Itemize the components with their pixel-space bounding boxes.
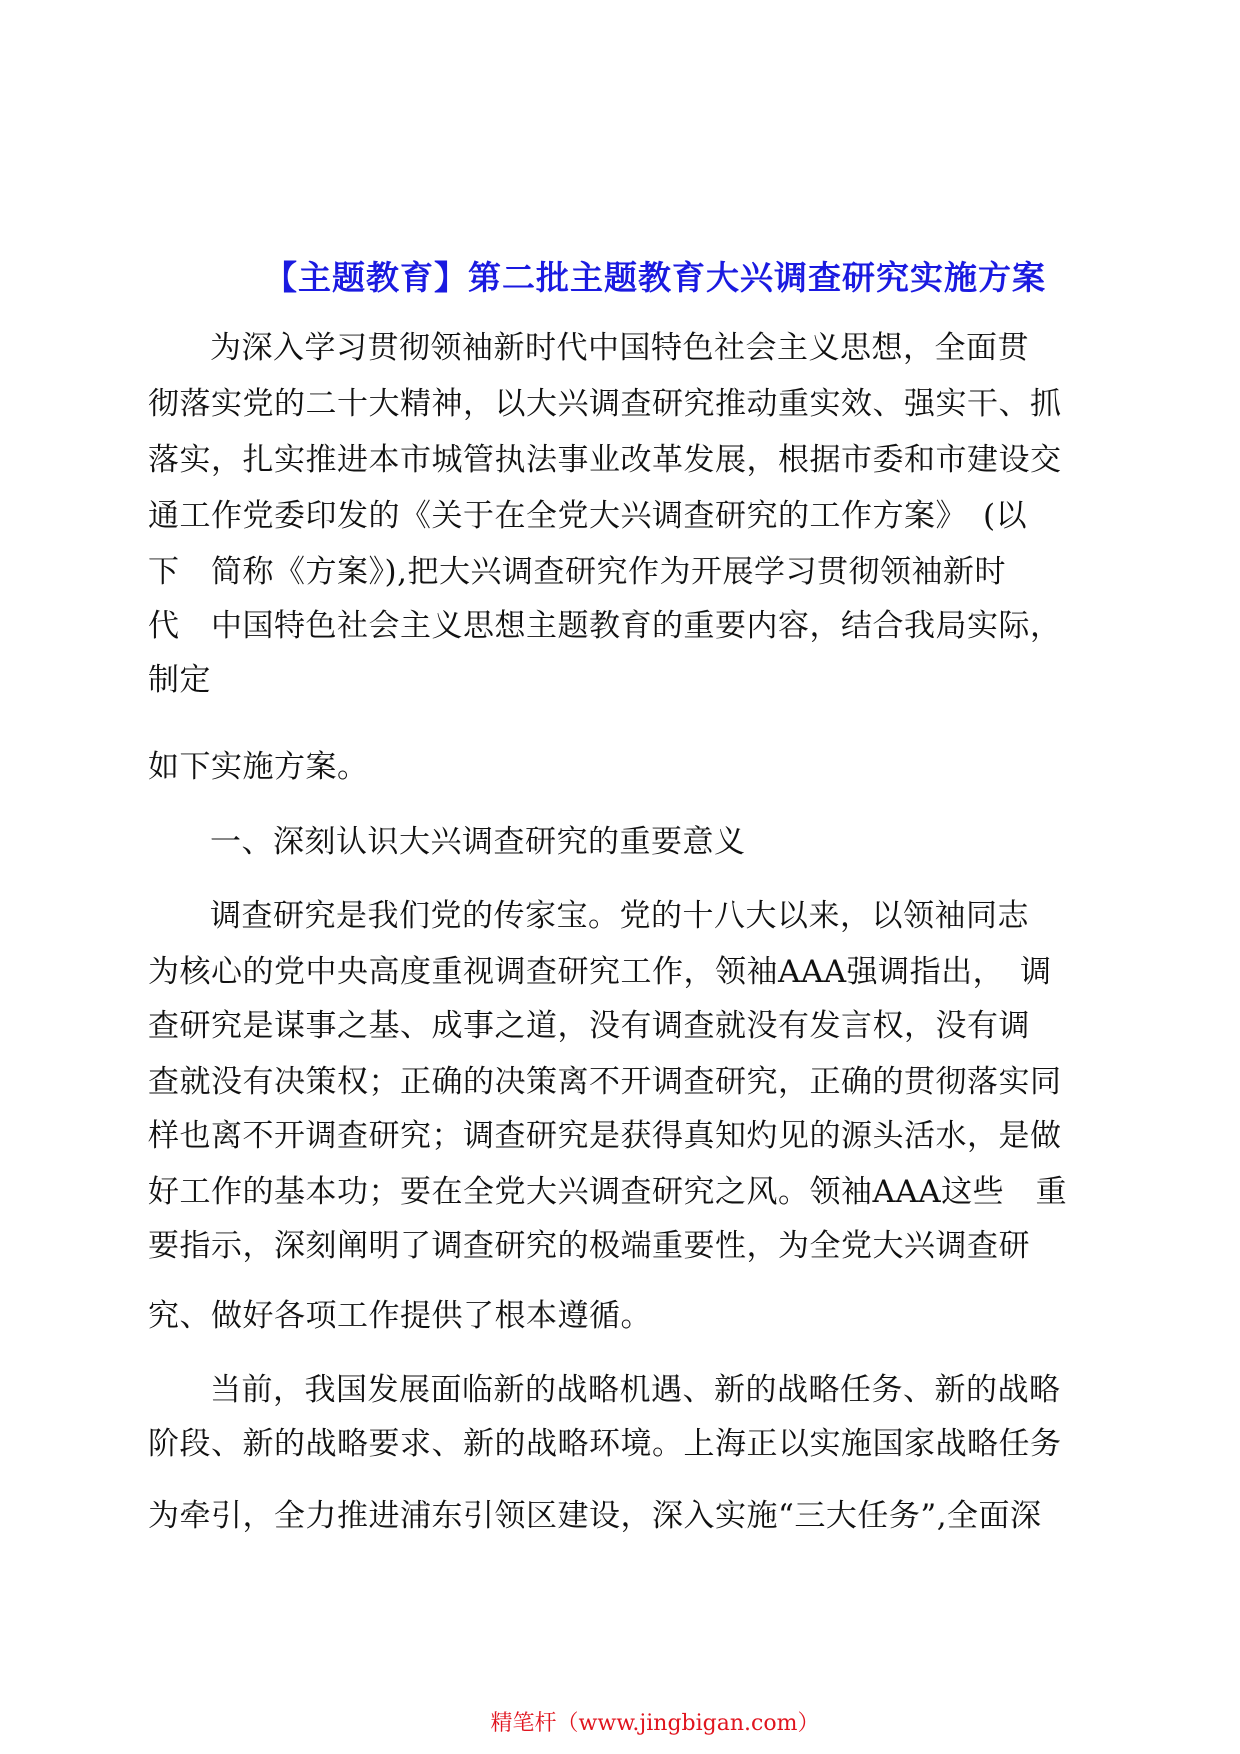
paragraph-line: 样也离不开调查研究；调查研究是获得真知灼见的源头活水，是做 [148, 1118, 1062, 1154]
paragraph-line: 好工作的基本功；要在全党大兴调查研究之风。领袖AAA这些 重 [148, 1174, 1068, 1210]
paragraph-line: 如下实施方案。 [148, 749, 369, 785]
paragraph-line: 代 中国特色社会主义思想主题教育的重要内容，结合我局实际， [148, 608, 1062, 644]
paragraph-line: 当前，我国发展面临新的战略机遇、新的战略任务、新的战略 [210, 1372, 1061, 1408]
paragraph-line: 彻落实党的二十大精神，以大兴调查研究推动重实效、强实干、抓 [148, 386, 1062, 422]
paragraph-line: 阶段、新的战略要求、新的战略环境。上海正以实施国家战略任务 [148, 1426, 1062, 1462]
document-title: 【主题教育】第二批主题教育大兴调查研究实施方案 [264, 258, 1046, 297]
paragraph-line: 调查研究是我们党的传家宝。党的十八大以来，以领袖同志 [210, 898, 1029, 934]
paragraph-line: 为核心的党中央高度重视调查研究工作，领袖AAA强调指出， 调 [148, 954, 1052, 990]
paragraph-line: 通工作党委印发的《关于在全党大兴调查研究的工作方案》 (以 [148, 498, 1028, 534]
paragraph-line: 为牵引，全力推进浦东引领区建设，深入实施“三大任务”,全面深 [148, 1498, 1042, 1534]
paragraph-line: 要指示，深刻阐明了调查研究的极端重要性，为全党大兴调查研 [148, 1228, 1030, 1264]
paragraph-line: 落实，扎实推进本市城管执法事业改革发展，根据市委和市建设交 [148, 442, 1062, 478]
paragraph-line: 制定 [148, 662, 211, 698]
paragraph-line: 查研究是谋事之基、成事之道，没有调查就没有发言权，没有调 [148, 1008, 1030, 1044]
paragraph-line: 查就没有决策权；正确的决策离不开调查研究，正确的贯彻落实同 [148, 1064, 1062, 1100]
footer-watermark: 精笔杆（www.jingbigan.com） [490, 1711, 820, 1736]
paragraph-line: 下 简称《方案》),把大兴调查研究作为开展学习贯彻领袖新时 [148, 554, 1006, 590]
paragraph-line: 究、做好各项工作提供了根本遵循。 [148, 1298, 652, 1334]
section-heading: 一、深刻认识大兴调查研究的重要意义 [210, 824, 746, 860]
paragraph-line: 为深入学习贯彻领袖新时代中国特色社会主义思想，全面贯 [210, 330, 1029, 366]
